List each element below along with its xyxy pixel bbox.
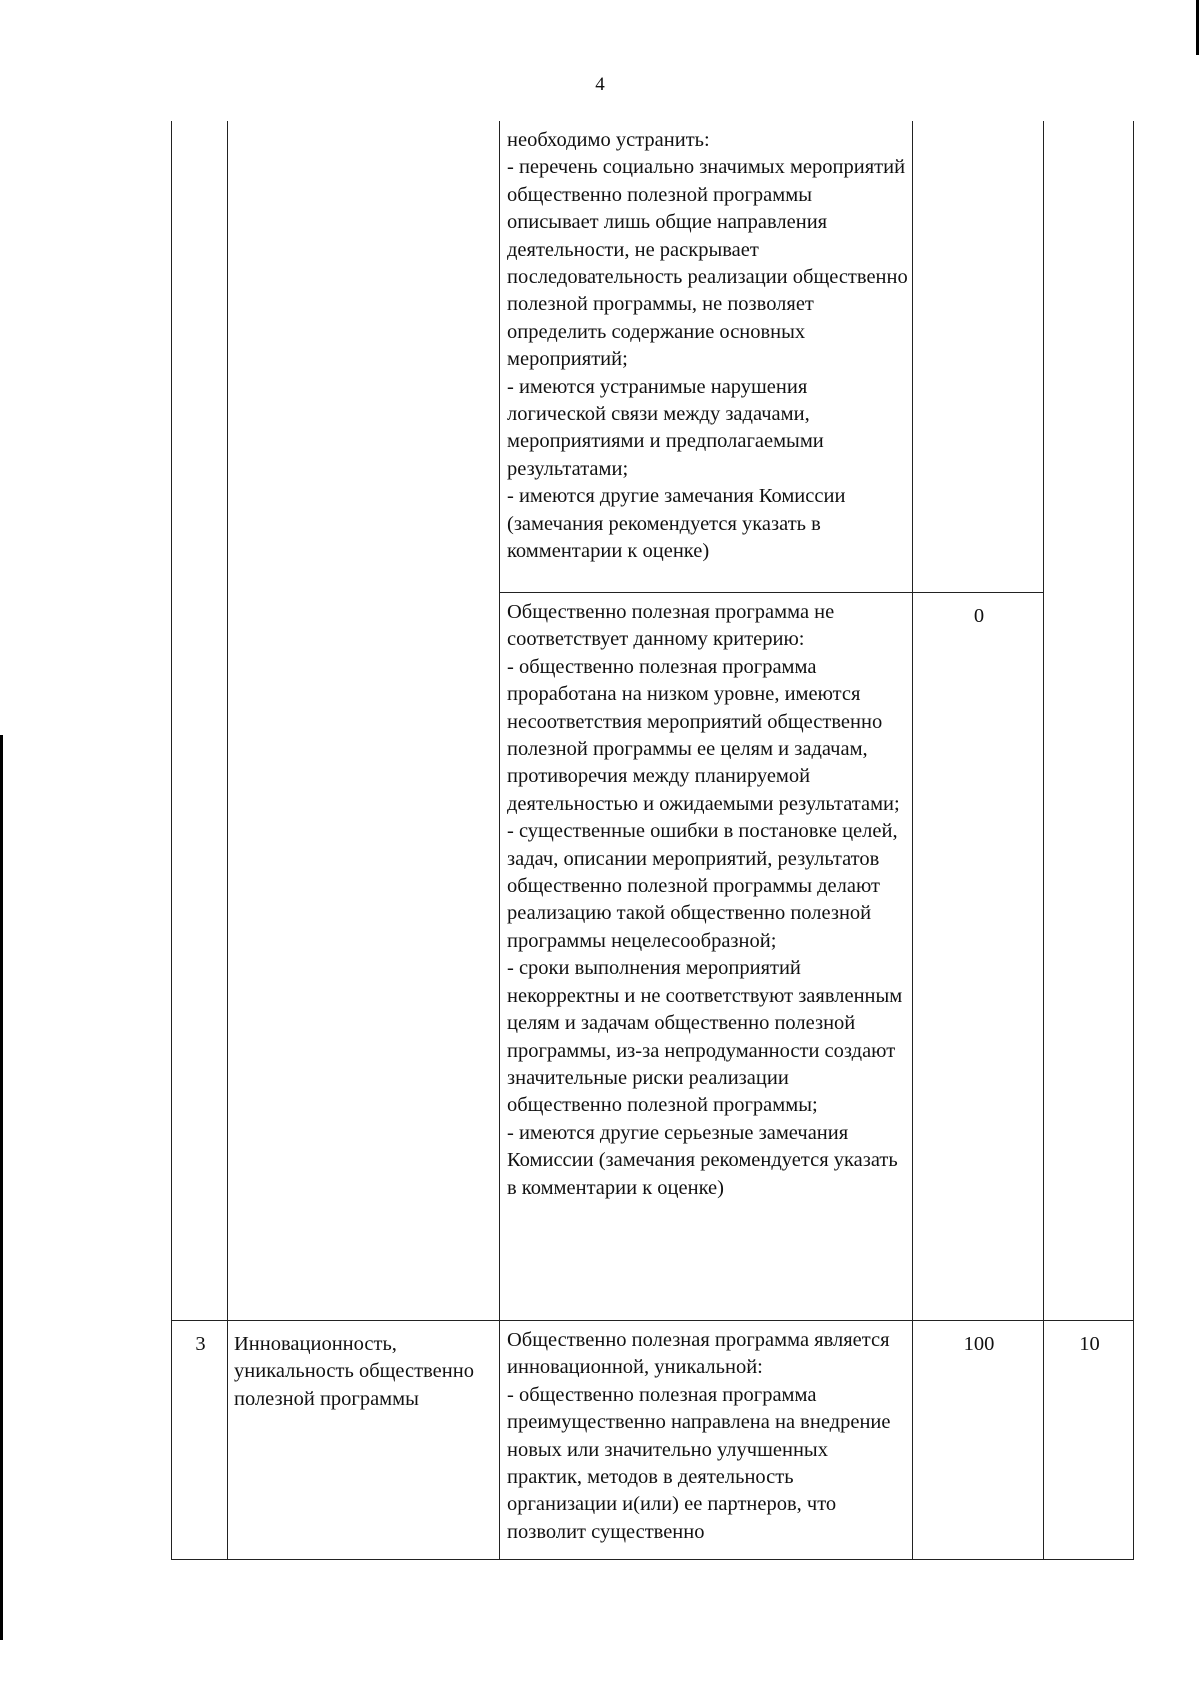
- page-number: 4: [595, 74, 605, 95]
- scan-edge-mark: [1196, 0, 1199, 55]
- row-number-cell: [172, 121, 228, 593]
- table-row: [172, 1321, 1134, 1560]
- score-cell: 100: [913, 1321, 1044, 1560]
- weight-cell: 10: [1044, 1321, 1134, 1560]
- table-row: [172, 593, 1134, 1321]
- description-cell: необходимо устранить: - перечень социально значимых мероприятий общественно полезной программы описывает лишь общие направления деятельности, не раскрывает последовательность реализации общественно полезной программы, не позволяет определить содержание основных мероприятий; - имеются устранимые нарушения логической связи между задачами, мероприятиями и предполагаемыми результатами; - имеются другие замечания Комиссии (замечания рекомендуется указать в комментарии к оценке): [500, 121, 913, 593]
- weight-cell: [1044, 593, 1134, 1321]
- table-row: [172, 121, 1134, 593]
- criterion-cell: [228, 593, 500, 1321]
- criterion-cell: Инновационность, уникальность общественно полезной программы: [228, 1321, 500, 1560]
- description-cell: Общественно полезная программа не соответствует данному критерию: - общественно полезная программа проработана на низком уровне, имеются несоответствия мероприятий общественно полезной программы ее целям и задачам, противоречия между планируемой деятельностью и ожидаемыми результатами; - существенные ошибки в постановке целей, задач, описании мероприятий, результатов общественно полезной программы делают реализацию такой общественно полезной программы нецелесообразной; - сроки выполнения мероприятий некорректны и не соответствуют заявленным целям и задачам общественно полезной программы, из-за непродуманности создают значительные риски реализации общественно полезной программы; - имеются другие серьезные замечания Комиссии (замечания рекомендуется указать в комментарии к оценке): [500, 593, 913, 1321]
- criteria-table: [171, 121, 1134, 1560]
- description-cell: Общественно полезная программа является инновационной, уникальной: - общественно полезная программа преимущественно направлена на внедрение новых или значительно улучшенных практик, методов в деятельность организации и(или) ее партнеров, что позволит существенно: [500, 1321, 913, 1560]
- criterion-cell: [228, 121, 500, 593]
- row-number-cell: [172, 593, 228, 1321]
- scan-margin-line: [0, 735, 3, 1640]
- score-cell: 0: [913, 593, 1044, 1321]
- row-number-cell: 3: [172, 1321, 228, 1560]
- score-cell: [913, 121, 1044, 593]
- weight-cell: [1044, 121, 1134, 593]
